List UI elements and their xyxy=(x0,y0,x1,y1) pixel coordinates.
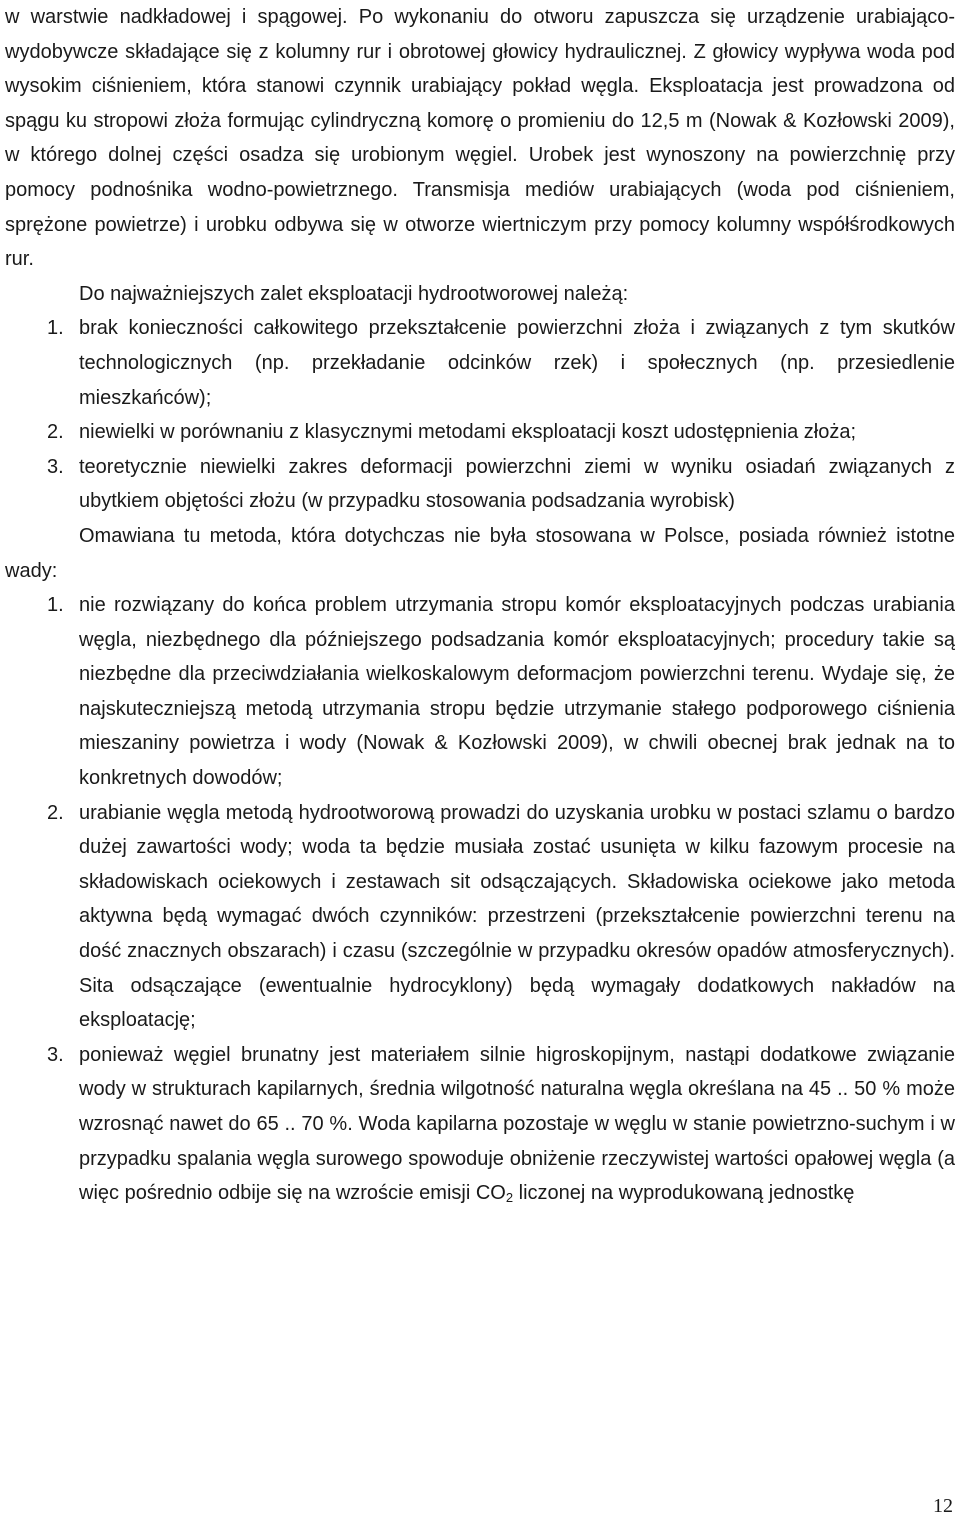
page-number: 12 xyxy=(933,1495,953,1517)
paragraph-advantages-intro: Do najważniejszych zalet eksploatacji hydrootworowej należą: xyxy=(79,282,629,305)
list-item-text: teoretycznie niewielki zakres deformacji powierzchni ziemi w wyniku osiadań związanych z ubytkiem objętości złożu (w przypadku stosowania podsadzania wyrobisk) xyxy=(79,455,955,513)
list-item-number: 3. xyxy=(47,455,64,478)
list-item-text: urabianie węgla metodą hydrootworową prowadzi do uzyskania urobku w postaci szlamu o bardzo dużej zawartości wody; woda ta będzie musiała zostać usunięta w kilku fazowym procesie na składowiskach ociekowych i zestawach sit odsączających. Składowiska ociekowe jako metoda aktywna będą wymagać dwóch czynników: przestrzeni (przekształcenie powierzchni terenu na dość znacznych obszarach) i czasu (szczególnie w przypadku okresów opadów atmosferycznych). Sita odsączające (ewentualnie hydrocyklony) będą wymagały dodatkowych nakładów na eksploatację; xyxy=(79,801,955,1032)
paragraph-disadvantages-intro: Omawiana tu metoda, która dotychczas nie była stosowana w Polsce, posiada również istotne wady: xyxy=(5,524,955,582)
list-item xyxy=(5,415,955,450)
advantages-list xyxy=(5,311,955,519)
list-item xyxy=(5,311,955,415)
list-item-number: 1. xyxy=(47,594,64,617)
disadvantages-list xyxy=(5,588,955,1211)
list-item-text: brak konieczności całkowitego przekształcenie powierzchni złoża i związanych z tym skutków technologicznych (np. przekładanie odcinków rzek) i społecznych (np. przesiedlenie mieszkańców); xyxy=(79,317,955,409)
co2-subscript: 2 xyxy=(505,1190,514,1206)
list-item xyxy=(5,796,955,1038)
list-item xyxy=(5,450,955,519)
list-item-text: nie rozwiązany do końca problem utrzymania stropu komór eksploatacyjnych podczas urabiania węgla, niezbędnego dla późniejszego podsadzania komór eksploatacyjnych; procedury takie są niezbędne dla przeciwdziałania wielkoskalowym deformacjom powierzchni terenu. Wydaje się, że najskuteczniejszą metodą utrzymania stropu będzie utrzymanie stałego podporowego ciśnienia mieszaniny powietrza i wody (Nowak & Kozłowski 2009), w chwili obecnej brak jednak na to konkretnych dowodów; xyxy=(79,594,955,790)
list-item xyxy=(5,1038,955,1211)
list-item-text-part-b: liczonej na wyprodukowaną jednostkę xyxy=(513,1182,855,1205)
list-item-text: niewielki w porównaniu z klasycznymi metodami eksploatacji koszt udostępnienia złoża; xyxy=(79,421,857,444)
list-item-number: 1. xyxy=(47,317,64,340)
list-item-number: 2. xyxy=(47,801,64,824)
list-item xyxy=(5,588,955,796)
list-item-text-part-a: ponieważ węgiel brunatny jest materiałem silnie higroskopijnym, nastąpi dodatkowe związanie wody w strukturach kapilarnych, średnia wilgotność naturalna węgla określana na 45 .. 50 % może wzrosnąć nawet do 65 .. 70 %. Woda kapilarna pozostaje w węglu w stanie powietrzno-suchym i w przypadku spalania węgla surowego spowoduje obniżenie rzeczywistej wartości opałowej węgla (a więc pośrednio odbije się na wzroście emisji CO xyxy=(79,1043,955,1205)
document-page xyxy=(5,0,955,1211)
paragraph-method-description: w warstwie nadkładowej i spągowej. Po wykonaniu do otworu zapuszcza się urządzenie urabiająco-wydobywcze składające się z kolumny rur i obrotowej głowicy hydraulicznej. Z głowicy wypływa woda pod wysokim ciśnieniem, która stanowi czynnik urabiający pokład węgla. Eksploatacja jest prowadzona od spągu ku stropowi złoża formując cylindryczną komorę o promieniu do 12,5 m (Nowak & Kozłowski 2009), w którego dolnej części osadza się urobionym węgiel. Urobek jest wynoszony na powierzchnię przy pomocy podnośnika wodno-powietrznego. Transmisja mediów urabiających (woda pod ciśnieniem, sprężone powietrze) i urobku odbywa się w otworze wiertniczym przy pomocy kolumny współśrodkowych rur. xyxy=(5,6,955,271)
list-item-number: 2. xyxy=(47,421,64,444)
list-item-number: 3. xyxy=(47,1043,64,1066)
